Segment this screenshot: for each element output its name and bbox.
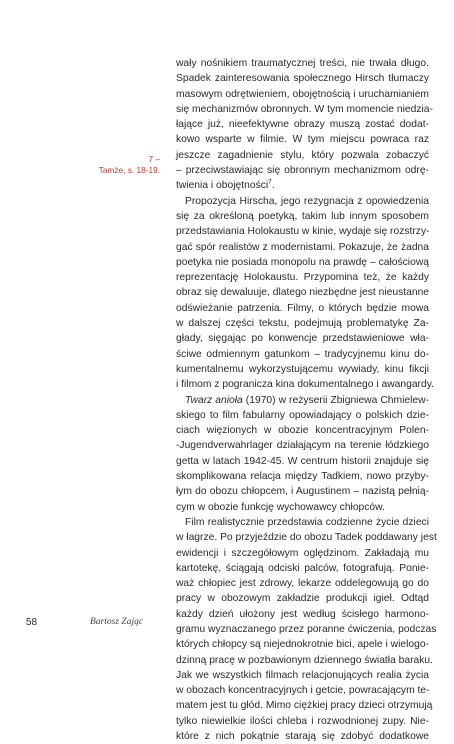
text-line: gać spór realistów z modernistami. Pokazuje, że żadna (176, 241, 429, 253)
text-line: Twarz anioła (1970) w reżyserii Zbigniewa Chmielew- (185, 394, 430, 406)
text-line: gramu wyznaczanego przez poranne ćwiczenia, podczas (176, 623, 437, 635)
text-line: Propozycja Hirscha, jego rezygnacja z opowiedzenia (185, 195, 429, 207)
text-line: się mechanizmów obronnych. W tym momencie niedzia- (176, 103, 433, 115)
text-line: Jak we wszystkich filmach relacjonujących realia życia (176, 669, 429, 681)
text-line: w dalszej części tekstu, podejmują problematykę Za- (176, 318, 429, 330)
body-text (176, 56, 437, 744)
text-line: kumentalnemu wykorzystującemu wywiady, kinu fikcji (176, 363, 429, 375)
text-line: pracy w obozowym zakładzie produkcji igieł. Odtąd (176, 593, 429, 605)
page-number: 58 (26, 617, 38, 628)
text-line: odświeżanie patrzenia. Filmy, o których będzie mowa (176, 302, 429, 314)
text-line: twienia i obojętności$^7$. (176, 178, 275, 192)
paragraph (176, 194, 434, 393)
text-line: kartotekę, ściągają odciski palców, fotografują. Ponie- (176, 562, 429, 574)
text-line: w łagrze. Po przyjeździe do obozu Tadek poddawany jest (176, 532, 437, 544)
film-title: Twarz anioła (185, 394, 243, 406)
text-line: kowo wsparte w filmie. W tym miejscu powraca raz (176, 134, 429, 146)
text-line: głady, sięgając po konwencje przedstawieniowe wła- (176, 333, 429, 345)
footnote-number: 7 – (148, 154, 160, 164)
margin-footnote (90, 154, 160, 176)
text-line: wały nośnikiem traumatycznej treści, nie trwała długo. (176, 58, 429, 69)
text-line: – przeciwstawiając się obronnym mechanizmom odrę- (176, 165, 429, 177)
text-line: łające już, nieefektywne obrazy muszą zostać dodat- (176, 119, 429, 131)
text-line: poetyka nie posiada monopolu na prawdę – całościową (176, 256, 429, 268)
text-line: reprezentację Holokaustu. Przypomina też, że każdy (176, 272, 429, 284)
text-line: jeszcze zagadnienie stylu, który pozwala zobaczyć (176, 149, 429, 161)
text-line: dzinną pracę w pozbawionym dziennego światła baraku. (176, 654, 433, 666)
text-line: Spadek zainteresowania społecznego Hirsch tłumaczy (176, 73, 429, 85)
text-line: Film realistycznie przedstawia codzienne życie dzieci (185, 516, 429, 528)
text-line: masowym odrętwieniem, obojętnością i uruchamianiem (176, 88, 429, 100)
paragraph (176, 393, 429, 515)
footnote-text: Tamże, s. 18-19. (98, 165, 160, 175)
text-line: ciach więzionych w obozie koncentracyjnym Polen- (176, 425, 429, 437)
running-footer-author: Bartosz Zając (90, 617, 144, 627)
footnote-ref: 7 (268, 178, 272, 186)
text-line: ewidencji i szczegółowym oględzinom. Zakładają mu (176, 547, 429, 559)
text-line: skiego to film fabularny opowiadający o polskich dzie- (176, 409, 429, 421)
paragraph (176, 56, 433, 194)
text-line: -Jugendverwahrlager działającym na terenie łódzkiego (176, 440, 429, 452)
text-line: przedstawiania Holokaustu w kinie, wydaje się rozstrzy- (176, 226, 430, 238)
text-line: matem jest tu głód. Mimo ciężkiej pracy dzieci otrzymują (176, 700, 433, 712)
text-line: tylko niewielkie ilości chleba i rozwodnionej zupy. Nie- (176, 715, 429, 727)
text-line: skomplikowana relacja między Tadkiem, nowo przyby- (176, 471, 429, 483)
text-line: obraz się dewaluuje, dlatego niezbędne jest nieustanne (176, 287, 430, 299)
paragraph (176, 515, 437, 744)
text-line: które z nich pokątnie starają się zdobyć dodatkowe (176, 731, 429, 743)
text-line: każdy dzień ułożony jest według ścisłego harmono- (176, 608, 429, 620)
text-line: się za określoną poetyką, takim lub innym sposobem (176, 210, 429, 222)
text-line: w obozach koncentracyjnych i getcie, powracającym te- (176, 685, 430, 697)
text-line: waż chłopiec jest zdrowy, lekarze oddelegowują go do (176, 578, 429, 590)
text-line: których chłopcy są niejednokrotnie bici, apele i wielogo- (176, 639, 429, 651)
text-line: cym w obozie funkcję wychowawcy chłopców. (176, 501, 385, 513)
text-line: ściwe odmiennym gatunkom – tradycyjnemu kinu do- (176, 348, 429, 360)
text-line: getta w latach 1942-45. W centrum historii znajduje się (176, 455, 429, 467)
text-line: i filmom z pogranicza kina dokumentalnego i awangardy. (176, 379, 434, 391)
text-line: łym do obozu chłopcem, i Augustinem – nazistą pełnią- (176, 486, 429, 498)
